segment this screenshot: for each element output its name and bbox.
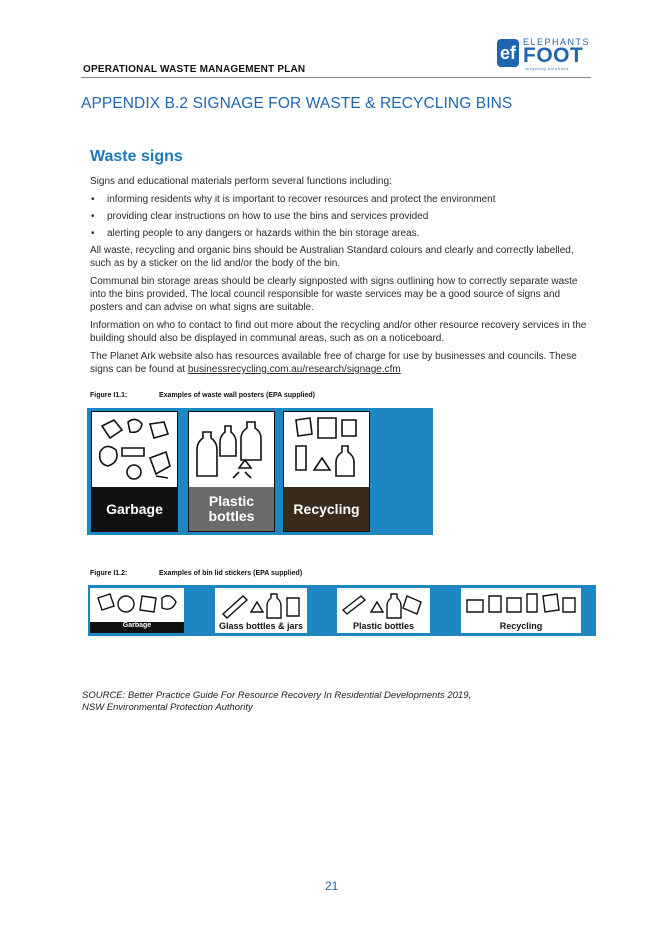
poster-title-line2: bottles — [208, 508, 255, 524]
plastic-bottles-poster — [188, 411, 275, 532]
figure2-caption-text: Examples of bin lid stickers (EPA supplied) — [159, 570, 303, 577]
poster-title: Garbage — [92, 487, 177, 531]
poster-title-line1: Plastic — [208, 493, 255, 509]
garbage-items-icon — [92, 412, 177, 487]
figure2-label: Figure I1.2: — [90, 570, 128, 577]
appendix-title: APPENDIX B.2 SIGNAGE FOR WASTE & RECYCLING BINS — [81, 95, 513, 112]
poster-title: Recycling — [284, 487, 369, 531]
section-heading: Waste signs — [90, 148, 183, 165]
bullet-item: • providing clear instructions on how to use the bins and services provided — [90, 210, 607, 223]
figure1-caption — [90, 392, 315, 399]
plastic-bottles-icon — [189, 412, 274, 487]
bullet-item: • alerting people to any dangers or hazards within the bin storage areas. — [90, 227, 607, 240]
bin-lid-stickers-figure — [88, 585, 596, 636]
document-title: OPERATIONAL WASTE MANAGEMENT PLAN — [83, 64, 306, 75]
recycling-items-icon — [284, 412, 369, 487]
recycling-items-icon — [461, 588, 581, 621]
paragraph-signposting: Communal bin storage areas should be clearly signposted with signs outlining how to correctly separate waste into the bins provided. The local council responsible for waste services may be a good source of signs and posters and can advise on what signs are suitable. — [90, 276, 578, 313]
header-divider — [81, 77, 591, 78]
logo-sub-text: recycling solutions — [525, 66, 570, 71]
logo-top-text: ELEPHANTS — [523, 37, 591, 47]
garbage-items-icon — [90, 588, 184, 621]
intro-paragraph: Signs and educational materials perform several functions including: — [90, 176, 392, 187]
paragraph-planet-ark — [90, 350, 595, 376]
glass-bottles-icon — [215, 588, 307, 621]
figure2-caption — [90, 570, 302, 577]
logo-mark: ef — [497, 39, 519, 67]
paragraph-bin-colours: All waste, recycling and organic bins should be Australian Standard colours and clearly and correctly labelled, such as by a sticker on the lid and/or the body of the bin. — [90, 245, 574, 269]
source-citation — [82, 690, 471, 714]
recycling-sticker — [461, 588, 581, 633]
paragraph-contact-info: Information on who to contact to find out more about the recycling and/or other resource recovery services in the building should also be displayed in communal areas, such as on a noticeboard. — [90, 320, 587, 344]
waste-wall-posters-figure — [87, 408, 433, 535]
plastic-bottles-icon — [337, 588, 430, 621]
figure1-caption-text: Examples of waste wall posters (EPA supplied) — [159, 392, 315, 399]
source-line-2: NSW Environmental Protection Authority — [82, 702, 253, 713]
sticker-label: Glass bottles & jars — [218, 621, 304, 631]
glass-bottles-sticker — [215, 588, 307, 633]
plastic-bottles-sticker — [337, 588, 430, 633]
sticker-label: Plastic bottles — [352, 621, 415, 631]
page-number: 21 — [325, 879, 339, 893]
poster-title — [189, 487, 274, 531]
recycling-poster — [283, 411, 370, 532]
logo-main-text: FOOT — [523, 44, 584, 67]
planet-ark-text: The Planet Ark website also has resources available free of charge for use by businesses and councils. These signs can be found at — [90, 351, 577, 375]
garbage-sticker — [90, 588, 184, 633]
figure1-label: Figure I1.1: — [90, 392, 128, 399]
sticker-label: Recycling — [499, 621, 543, 631]
garbage-poster — [91, 411, 178, 532]
source-line-1: SOURCE: Better Practice Guide For Resource Recovery In Residential Developments 2019, — [82, 690, 472, 701]
sticker-label: Garbage — [90, 622, 184, 633]
signage-link[interactable]: businessrecycling.com.au/research/signage.cfm — [187, 364, 401, 375]
company-logo — [497, 37, 593, 73]
bullet-item: • informing residents why it is important to recover resources and protect the environment — [90, 193, 607, 206]
